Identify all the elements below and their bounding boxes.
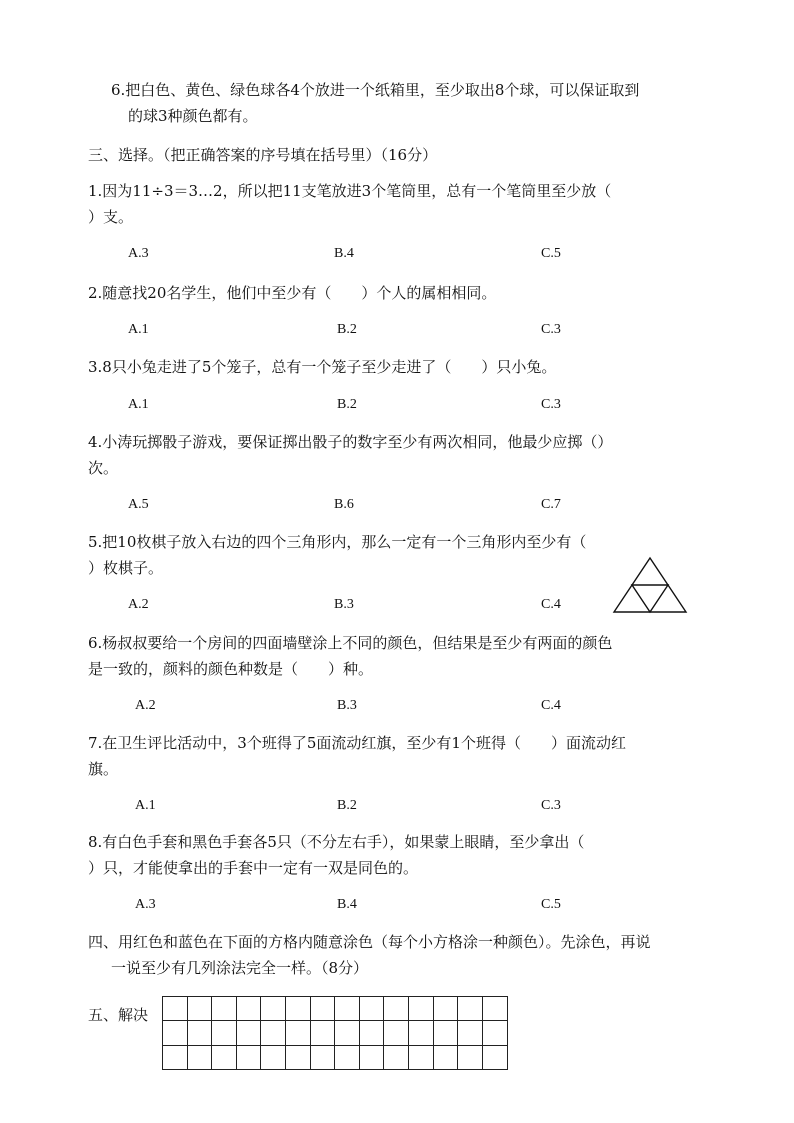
- question-7-option-a: A.1: [135, 798, 156, 813]
- grid-cell[interactable]: [409, 1046, 434, 1070]
- grid-cell[interactable]: [434, 1021, 459, 1045]
- question-4-option-b: B.6: [334, 497, 354, 512]
- question-5-option-b: B.3: [334, 597, 354, 612]
- grid-cell[interactable]: [360, 997, 385, 1021]
- coloring-grid[interactable]: [162, 996, 508, 1070]
- grid-cell[interactable]: [384, 1046, 409, 1070]
- grid-cell[interactable]: [409, 997, 434, 1021]
- grid-cell[interactable]: [335, 1021, 360, 1045]
- question-3-option-b: B.2: [337, 397, 357, 412]
- question-6-option-a: A.2: [135, 698, 156, 713]
- question-4-option-c: C.7: [541, 497, 561, 512]
- question-4-line2: 次。: [88, 459, 119, 477]
- question-3-option-c: C.3: [541, 397, 561, 412]
- question-1-line1: 1.因为11÷3＝3…2，所以把11支笔放进3个笔筒里，总有一个笔筒里至少放（: [88, 182, 612, 200]
- q6-fill-line1: 6.把白色、黄色、绿色球各4个放进一个纸箱里，至少取出8个球，可以保证取到: [111, 81, 640, 99]
- question-8-option-c: C.5: [541, 897, 561, 912]
- grid-cell[interactable]: [212, 997, 237, 1021]
- question-1-option-b: B.4: [334, 246, 354, 261]
- question-5-option-a: A.2: [128, 597, 149, 612]
- grid-cell[interactable]: [188, 1021, 213, 1045]
- grid-cell[interactable]: [483, 1021, 508, 1045]
- grid-cell[interactable]: [409, 1021, 434, 1045]
- grid-cell[interactable]: [458, 1021, 483, 1045]
- question-1-option-a: A.3: [128, 246, 149, 261]
- question-6-option-b: B.3: [337, 698, 357, 713]
- grid-cell[interactable]: [434, 1046, 459, 1070]
- question-1-line2: ）支。: [88, 208, 134, 226]
- grid-cell[interactable]: [335, 1046, 360, 1070]
- grid-cell[interactable]: [311, 997, 336, 1021]
- section3-title: 三、选择。（把正确答案的序号填在括号里）（16分）: [88, 146, 438, 164]
- grid-cell[interactable]: [434, 997, 459, 1021]
- question-6-line1: 6.杨叔叔要给一个房间的四面墙壁涂上不同的颜色，但结果是至少有两面的颜色: [88, 634, 613, 652]
- grid-cell[interactable]: [188, 997, 213, 1021]
- q6-fill-line2: 的球3种颜色都有。: [128, 107, 258, 125]
- question-5-line1: 5.把10枚棋子放入右边的四个三角形内，那么一定有一个三角形内至少有（: [88, 533, 587, 551]
- grid-cell[interactable]: [384, 997, 409, 1021]
- grid-cell[interactable]: [384, 1021, 409, 1045]
- question-2-option-b: B.2: [337, 322, 357, 337]
- question-3-option-a: A.1: [128, 397, 149, 412]
- question-2-option-a: A.1: [128, 322, 149, 337]
- section4-line2: 一说至少有几列涂法完全一样。（8分）: [111, 959, 369, 977]
- grid-cell[interactable]: [163, 1021, 188, 1045]
- grid-cell[interactable]: [311, 1021, 336, 1045]
- grid-cell[interactable]: [261, 1046, 286, 1070]
- grid-cell[interactable]: [163, 997, 188, 1021]
- grid-cell[interactable]: [237, 1021, 262, 1045]
- question-8-option-b: B.4: [337, 897, 357, 912]
- grid-cell[interactable]: [286, 1046, 311, 1070]
- grid-cell[interactable]: [483, 1046, 508, 1070]
- grid-cell[interactable]: [212, 1046, 237, 1070]
- grid-cell[interactable]: [163, 1046, 188, 1070]
- grid-cell[interactable]: [458, 1046, 483, 1070]
- question-1-option-c: C.5: [541, 246, 561, 261]
- grid-cell[interactable]: [286, 997, 311, 1021]
- grid-cell[interactable]: [237, 997, 262, 1021]
- question-2-option-c: C.3: [541, 322, 561, 337]
- grid-cell[interactable]: [360, 1021, 385, 1045]
- question-8-line2: ）只，才能使拿出的手套中一定有一双是同色的。: [88, 859, 419, 877]
- grid-cell[interactable]: [483, 997, 508, 1021]
- question-5-option-c: C.4: [541, 597, 561, 612]
- question-7-line1: 7.在卫生评比活动中，3个班得了5面流动红旗，至少有1个班得（ ）面流动红: [88, 734, 626, 752]
- grid-cell[interactable]: [212, 1021, 237, 1045]
- grid-cell[interactable]: [237, 1046, 262, 1070]
- grid-cell[interactable]: [458, 997, 483, 1021]
- question-8-option-a: A.3: [135, 897, 156, 912]
- question-7-option-c: C.3: [541, 798, 561, 813]
- question-8-line1: 8.有白色手套和黑色手套各5只（不分左右手），如果蒙上眼睛，至少拿出（: [88, 833, 585, 851]
- grid-cell[interactable]: [261, 997, 286, 1021]
- grid-cell[interactable]: [261, 1021, 286, 1045]
- question-7-line2: 旗。: [88, 760, 119, 778]
- question-6-line2: 是一致的，颜料的颜色种数是（ ）种。: [88, 660, 374, 678]
- question-7-option-b: B.2: [337, 798, 357, 813]
- grid-cell[interactable]: [286, 1021, 311, 1045]
- question-6-option-c: C.4: [541, 698, 561, 713]
- section4-line1: 四、用红色和蓝色在下面的方格内随意涂色（每个小方格涂一种颜色）。先涂色，再说: [88, 933, 651, 951]
- four-triangles-figure: [612, 556, 688, 614]
- inner-triangle: [632, 585, 668, 612]
- question-4-option-a: A.5: [128, 497, 149, 512]
- grid-cell[interactable]: [335, 997, 360, 1021]
- grid-cell[interactable]: [311, 1046, 336, 1070]
- grid-cell[interactable]: [360, 1046, 385, 1070]
- question-2-line1: 2.随意找20名学生，他们中至少有（ ）个人的属相相同。: [88, 284, 497, 302]
- grid-cell[interactable]: [188, 1046, 213, 1070]
- question-4-line1: 4.小涛玩掷骰子游戏，要保证掷出骰子的数字至少有两次相同，他最少应掷（）: [88, 433, 613, 451]
- question-5-line2: ）枚棋子。: [88, 559, 164, 577]
- question-3-line1: 3.8只小兔走进了5个笼子，总有一个笼子至少走进了（ ）只小兔。: [88, 358, 557, 376]
- section5-title: 五、解决: [88, 1006, 149, 1024]
